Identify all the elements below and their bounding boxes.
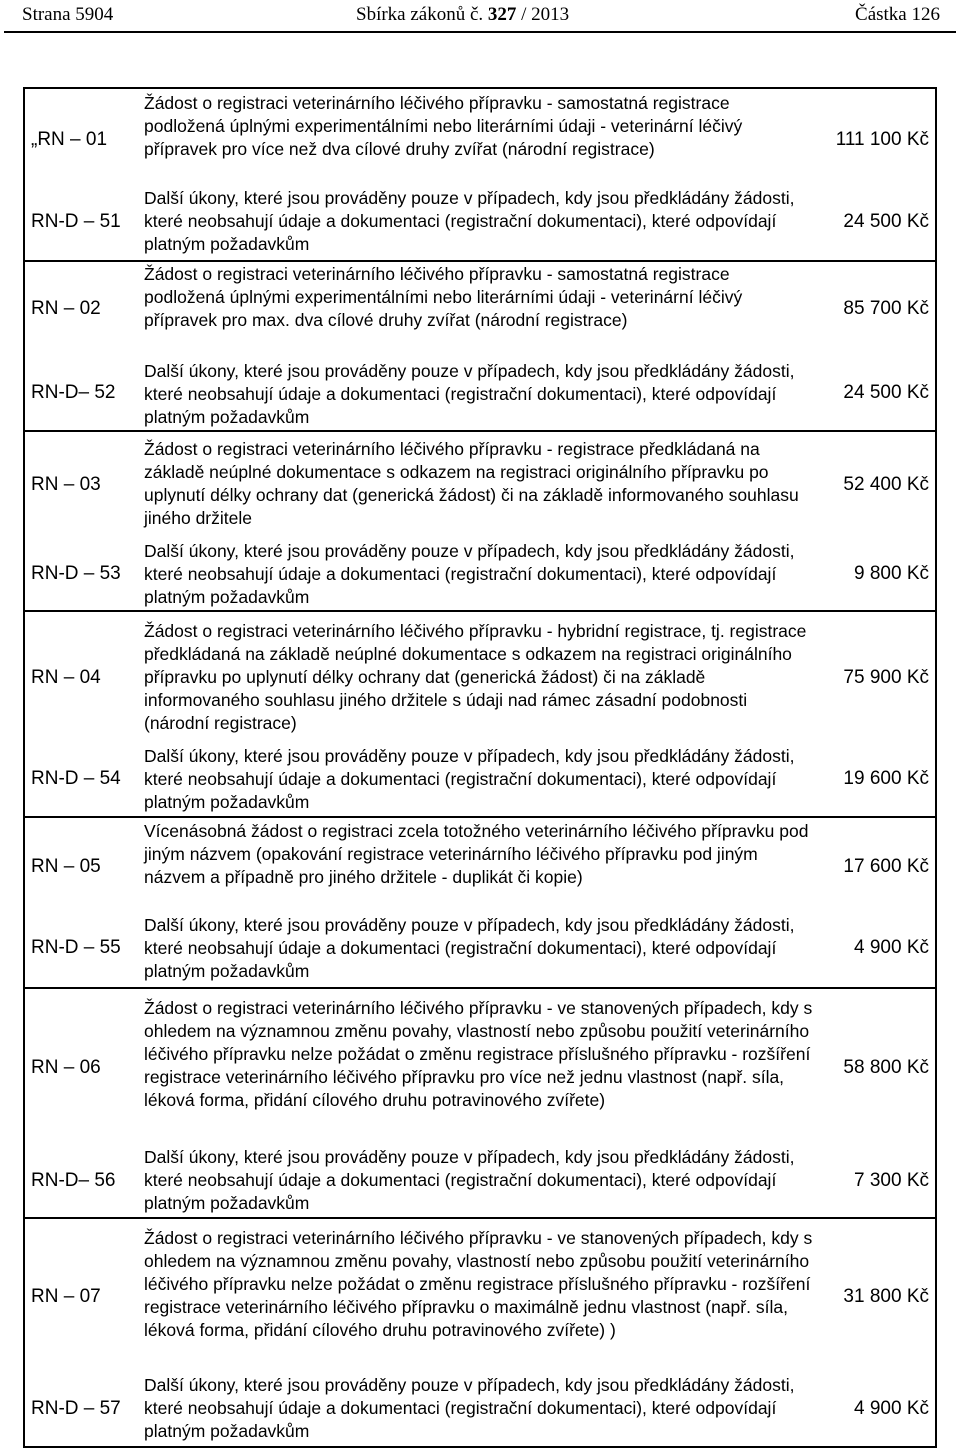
collection-reference <box>356 4 569 26</box>
item-fee: 58 800 Kč <box>843 1057 929 1078</box>
item-fee: 4 900 Kč <box>854 1398 929 1419</box>
law-number: 327 <box>487 4 517 25</box>
item-fee: 24 500 Kč <box>843 211 929 232</box>
item-code: RN – 07 <box>31 1286 101 1307</box>
item-fee: 75 900 Kč <box>843 667 929 688</box>
item-code: RN-D– 56 <box>31 1170 116 1191</box>
item-code: RN-D– 52 <box>31 382 116 403</box>
item-description: Další úkony, které jsou prováděny pouze v případech, kdy jsou předkládány žádosti, které neobsahují údaje a dokumentaci (registrační dokumentaci), které odpovídají platným požadavkům <box>144 746 795 812</box>
item-description: Žádost o registraci veterinárního léčivého přípravku - samostatná registrace podložená úplnými experimentálními nebo literárními údaji - veterinární léčivý přípravek pro více než dva cílové druhy zvířat (národní registrace) <box>144 93 743 159</box>
collection-prefix: Sbírka zákonů č. <box>356 4 484 25</box>
item-description: Další úkony, které jsou prováděny pouze v případech, kdy jsou předkládány žádosti, které neobsahují údaje a dokumentaci (registrační dokumentaci), které odpovídají platným požadavkům <box>144 188 795 254</box>
item-description: Žádost o registraci veterinárního léčivého přípravku - registrace předkládaná na základě neúplné dokumentace s odkazem na registraci originálního přípravku po uplynutí délky ochrany dat (generická žádost) či na základě informovaného souhlasu jiného držitele <box>144 439 799 528</box>
header-divider <box>4 31 956 33</box>
table-row <box>25 187 935 262</box>
item-description: Další úkony, které jsou prováděny pouze v případech, kdy jsou předkládány žádosti, které neobsahují údaje a dokumentaci (registrační dokumentaci), které odpovídají platným požadavkům <box>144 1375 795 1441</box>
table-row <box>25 743 935 818</box>
page-number: Strana 5904 <box>22 4 114 25</box>
item-description: Žádost o registraci veterinárního léčivého přípravku - ve stanovených případech, kdy s ohledem na významnou změnu povahy, vlastností nebo způsobu použití veterinárního léčivého přípravku nelze požádat o změnu registrace příslušného přípravku - rozšíření registrace veterinárního léčivého přípravku o maximálně jednu vlastnost (např. síla, léková forma, přidání cílového druhu potravinového zvířete) ) <box>144 1228 813 1340</box>
item-code: RN – 03 <box>31 474 101 495</box>
item-code: RN-D – 51 <box>31 211 121 232</box>
item-fee: 24 500 Kč <box>843 382 929 403</box>
item-fee: 85 700 Kč <box>843 298 929 319</box>
item-description: Další úkony, které jsou prováděny pouze v případech, kdy jsou předkládány žádosti, které neobsahují údaje a dokumentaci (registrační dokumentaci), které odpovídají platným požadavkům <box>144 1147 795 1213</box>
page-header <box>0 0 960 30</box>
part-number: Částka 126 <box>855 4 940 25</box>
item-fee: 31 800 Kč <box>843 1286 929 1307</box>
item-description: Žádost o registraci veterinárního léčivého přípravku - ve stanovených případech, kdy s ohledem na významnou změnu povahy, vlastností nebo způsobu použití veterinárního léčivého přípravku nelze požádat o změnu registrace příslušného přípravku - rozšíření registrace veterinárního léčivého přípravku pro více než jednu vlastnost (např. síla, léková forma, přidání cílového druhu potravinového zvířete) <box>144 998 813 1110</box>
item-code: RN-D – 57 <box>31 1398 121 1419</box>
table-row <box>25 1372 935 1446</box>
item-fee: 7 300 Kč <box>854 1170 929 1191</box>
law-year: / 2013 <box>521 4 570 25</box>
item-description: Žádost o registraci veterinárního léčivého přípravku - samostatná registrace podložená úplnými experimentálními nebo literárními údaji - veterinární léčivý přípravek pro max. dva cílové druhy zvířat (národní registrace) <box>144 264 743 330</box>
fee-table <box>23 87 937 1448</box>
item-code: RN-D – 53 <box>31 563 121 584</box>
table-row <box>25 358 935 430</box>
item-description: Další úkony, které jsou prováděny pouze v případech, kdy jsou předkládány žádosti, které neobsahují údaje a dokumentaci (registrační dokumentaci), které odpovídají platným požadavkům <box>144 361 795 427</box>
item-code: RN-D – 55 <box>31 937 121 958</box>
item-code: RN – 05 <box>31 856 101 877</box>
item-fee: 4 900 Kč <box>854 937 929 958</box>
table-row <box>25 914 935 987</box>
item-description: Vícenásobná žádost o registraci zcela totožného veterinárního léčivého přípravku pod jiným názvem (opakování registrace veterinárního léčivého přípravku pod jiným názvem a případně pro jiného držitele - duplikát či kopie) <box>144 821 809 887</box>
item-code: „RN – 01 <box>31 129 108 150</box>
item-code: RN – 06 <box>31 1057 101 1078</box>
table-row <box>25 1145 935 1219</box>
item-description: Žádost o registraci veterinárního léčivého přípravku - hybridní registrace, tj. registrace předkládaná na základě neúplné dokumentace s odkazem na registraci originálního přípravku po uplynutí délky ochrany dat (generická žádost) či na základě informovaného souhlasu jiného držitele s údaji nad rámec zásadní podobnosti (národní registrace) <box>144 621 807 733</box>
table-row <box>25 537 935 610</box>
item-code: RN-D – 54 <box>31 768 121 789</box>
item-description: Další úkony, které jsou prováděny pouze v případech, kdy jsou předkládány žádosti, které neobsahují údaje a dokumentaci (registrační dokumentaci), které odpovídají platným požadavkům <box>144 915 795 981</box>
item-description: Další úkony, které jsou prováděny pouze v případech, kdy jsou předkládány žádosti, které neobsahují údaje a dokumentaci (registrační dokumentaci), které odpovídají platným požadavkům <box>144 541 795 607</box>
item-fee: 52 400 Kč <box>843 474 929 495</box>
item-code: RN – 02 <box>31 298 101 319</box>
item-fee: 17 600 Kč <box>843 856 929 877</box>
item-code: RN – 04 <box>31 667 101 688</box>
item-fee: 111 100 Kč <box>835 129 929 150</box>
item-fee: 19 600 Kč <box>843 768 929 789</box>
item-fee: 9 800 Kč <box>854 563 929 584</box>
